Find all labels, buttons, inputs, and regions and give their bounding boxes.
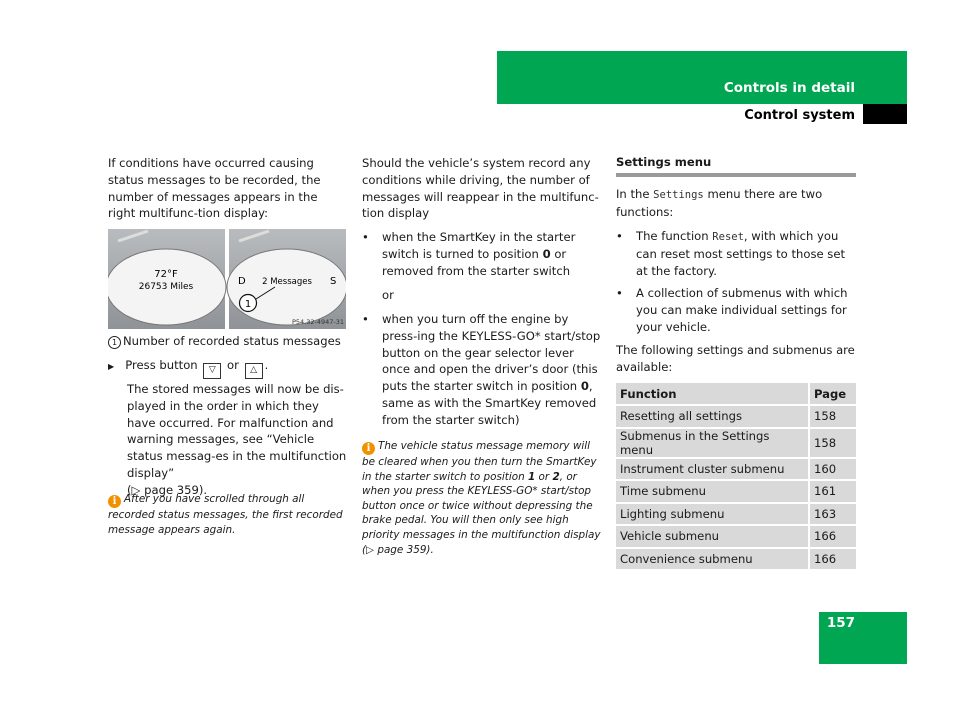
display-figure: [108, 229, 346, 329]
settings-table-wrapper: [616, 381, 856, 571]
cell-page: 161: [808, 481, 856, 502]
cell-page: 158: [808, 429, 856, 457]
scroll-down-button-icon: ▽: [203, 363, 221, 379]
col3-bullet-2: [616, 285, 856, 335]
cell-function: Lighting submenu: [616, 504, 808, 525]
miles-readout: 26753 Miles: [138, 282, 194, 292]
info-icon: i: [108, 495, 121, 508]
callout-number: 1: [244, 299, 252, 310]
b2-text-end: , same as with the SmartKey removed from the starter switch): [382, 379, 597, 427]
cell-function: Resetting all settings: [616, 406, 808, 427]
cell-page: 166: [808, 526, 856, 547]
col2-note: [362, 439, 602, 557]
p1-post: menu there are two functions:: [616, 187, 823, 219]
b1-position: 0: [542, 246, 551, 261]
col2-intro: Should the vehicle’s system record any conditions while driving, the number of messages will reappear in the multifunc-tion display: [362, 156, 599, 221]
header-black-tab: [863, 104, 907, 124]
press-suffix: .: [264, 358, 269, 372]
heading-rule: [616, 173, 856, 177]
cell-function: Vehicle submenu: [616, 526, 808, 547]
table-row: [616, 406, 856, 427]
table-row: [616, 504, 856, 525]
table-row: [616, 549, 856, 570]
stored-page-ref: (▷ page 359).: [127, 482, 208, 497]
page-number: 157: [826, 615, 855, 631]
col1-note: [108, 492, 348, 537]
cell-page: 160: [808, 459, 856, 480]
note-or: or: [538, 470, 550, 483]
gear-s-label: S: [330, 276, 337, 287]
section-subtitle: Control system: [744, 108, 855, 123]
settings-menu-name: Settings: [653, 189, 704, 201]
gear-d-label: D: [238, 276, 246, 287]
note-pos-2: 2: [552, 470, 560, 483]
header-function: Function: [616, 383, 808, 404]
instruction-arrow-icon: ▶: [108, 362, 115, 371]
cell-page: 163: [808, 504, 856, 525]
info-icon: i: [362, 442, 375, 455]
col3-p1: [616, 186, 856, 221]
section-title: Controls in detail: [723, 80, 855, 96]
press-or: or: [227, 358, 239, 372]
p1-pre: In the: [616, 187, 650, 201]
b1-text-end: or removed from the starter switch: [382, 246, 571, 278]
cell-page: 158: [808, 406, 856, 427]
table-row: [616, 481, 856, 502]
bullet-dot: •: [616, 229, 623, 243]
stored-body: The stored messages will now be dis-played in the order in which they have occurred. For malfunction and warning messages, see “Vehicle status messag-es in the multifunction display”: [127, 382, 347, 480]
header-page: Page: [808, 383, 856, 404]
settings-menu-heading: Settings menu: [616, 155, 712, 169]
bullet-dot: •: [616, 286, 623, 300]
stored-messages-text: [127, 381, 349, 499]
b2-text: when you turn off the engine by press-ing the KEYLESS-GO* start/stop button on the gear selector lever once and open the driver’s door (this puts the starter switch in position: [382, 312, 601, 394]
legend-row: [108, 333, 348, 350]
temp-readout: 72°F: [154, 269, 178, 280]
cell-page: 166: [808, 549, 856, 570]
col2-bullet-2: [362, 311, 602, 429]
cell-function: Convenience submenu: [616, 549, 808, 570]
cell-function: Instrument cluster submenu: [616, 459, 808, 480]
reset-function-name: Reset: [712, 231, 744, 243]
b1-post: , with which you can reset most settings to those set at the factory.: [636, 229, 846, 278]
col1-intro: If conditions have occurred causing status messages to be recorded, the number of messages appears in the right multifunc-tion display:: [108, 156, 321, 221]
table-row: [616, 459, 856, 480]
col2-bullet-1: [362, 229, 602, 279]
press-prefix: Press button: [125, 358, 198, 372]
press-instruction: [108, 357, 348, 379]
col3-bullet-1: [616, 228, 856, 279]
b2-text: A collection of submenus with which you can make individual settings for your vehicle.: [636, 286, 848, 334]
b1-pre: The function: [636, 229, 709, 243]
figure-code: P54.32-4947-31: [291, 318, 344, 326]
table-row: [616, 526, 856, 547]
header-green-bar: [497, 51, 907, 104]
col1-note-text: After you have scrolled through all recorded status messages, the first recorded message appears again.: [108, 493, 343, 536]
col3-p2: The following settings and submenus are available:: [616, 343, 855, 374]
col2-or: or: [382, 288, 394, 302]
cell-function: Submenus in the Settings menu: [616, 429, 808, 457]
table-row: [616, 429, 856, 457]
legend-number: 1: [108, 336, 121, 349]
legend-text: Number of recorded status messages: [123, 334, 341, 348]
note-pos-1: 1: [527, 470, 536, 483]
bullet-dot: •: [362, 312, 369, 326]
scroll-up-button-icon: △: [245, 363, 263, 379]
settings-table: [616, 381, 856, 571]
note-post: , or when you press the KEYLESS-GO* start/stop button once or twice without depressing the brake pedal. You will then only see high priority messages in the multifunction display (▷ page 359).: [362, 470, 601, 556]
b1-text: when the SmartKey in the starter switch is turned to position: [382, 230, 576, 261]
b2-position: 0: [580, 379, 589, 394]
table-header-row: [616, 383, 856, 404]
multifunction-display-illustration: [108, 229, 346, 329]
cell-function: Time submenu: [616, 481, 808, 502]
bullet-dot: •: [362, 230, 369, 244]
messages-readout: 2 Messages: [262, 277, 312, 287]
note-pre: The vehicle status message memory will be cleared when you then turn the SmartKey in the starter switch to position: [362, 440, 597, 483]
